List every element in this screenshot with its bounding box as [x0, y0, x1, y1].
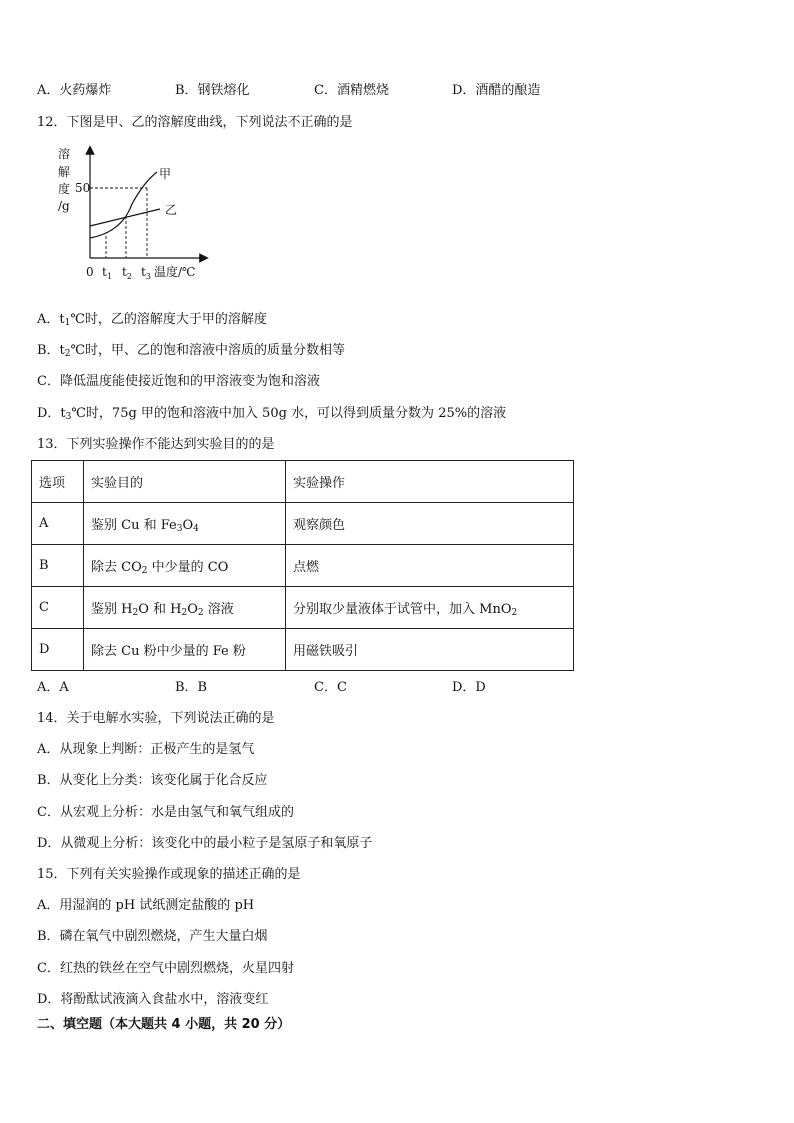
row-operation: 分别取少量液体于试管中，加入 MnO$_2$	[286, 587, 574, 629]
row-purpose: 除去 $CO_2$ 中少量的 CO	[84, 545, 286, 587]
header-purpose: 实验目的	[84, 461, 286, 503]
q11-option-a: A．火药爆炸	[37, 83, 112, 98]
y-tick-50: 50	[75, 181, 91, 195]
q14-option-d: D．从微观上分析：该变化中的最小粒子是氢原子和氧原子	[37, 836, 373, 851]
row-purpose: 除去 Cu 粉中少量的 Fe 粉	[84, 629, 286, 671]
q14-stem: 14．关于电解水实验，下列说法正确的是	[37, 711, 275, 726]
row-purpose: 鉴别 Cu 和 $Fe_3O_4$	[84, 503, 286, 545]
q14-option-b: B．从变化上分类：该变化属于化合反应	[37, 773, 268, 788]
table-row	[32, 629, 574, 671]
q11-options	[37, 81, 637, 101]
row-option: A	[32, 503, 84, 545]
q13-option-a: A．A	[37, 680, 69, 695]
table-row	[32, 587, 574, 629]
q13-stem: 13．下列实验操作不能达到实验目的的是	[37, 437, 275, 452]
q14-option-a: A．从现象上判断：正极产生的是氢气	[37, 742, 255, 757]
x-axis-label: 温度/℃	[154, 265, 196, 279]
q11-option-c: C．酒精燃烧	[314, 83, 389, 98]
x-tick-t2: $t_2$	[122, 265, 132, 281]
section2-title: 二、填空题（本大题共 4 小题，共 20 分）	[37, 1017, 291, 1032]
row-purpose: 鉴别 $H_2O$ 和 $H_2O_2$ 溶液	[84, 587, 286, 629]
table-header-row	[32, 461, 574, 503]
header-operation: 实验操作	[286, 461, 574, 503]
q11-option-d: D．酒醋的酿造	[452, 83, 541, 98]
row-operation: 用磁铁吸引	[286, 629, 574, 671]
q13-option-b: B．B	[175, 680, 208, 695]
q13-option-c: C．C	[314, 680, 347, 695]
q15-stem: 15．下列有关实验操作或现象的描述正确的是	[37, 867, 301, 882]
x-tick-t1: $t_1$	[102, 265, 112, 281]
series-label-jia: 甲	[159, 167, 172, 181]
table-row	[32, 503, 574, 545]
row-option: D	[32, 629, 84, 671]
x-tick-t3: $t_3$	[141, 265, 151, 281]
row-option: B	[32, 545, 84, 587]
origin-label: 0	[86, 265, 94, 279]
q12-option-c: C．降低温度能使接近饱和的甲溶液变为饱和溶液	[37, 374, 320, 389]
q12-option-d: D．$t_3℃$时，75g 甲的饱和溶液中加入 50g 水，可以得到质量分数为 25%的溶液	[37, 406, 507, 422]
q12-option-a: A．$t_1℃$时，乙的溶解度大于甲的溶解度	[37, 312, 267, 328]
q13-options	[37, 678, 637, 698]
q12-stem: 12．下图是甲、乙的溶解度曲线，下列说法不正确的是	[37, 115, 353, 130]
row-operation: 观察颜色	[286, 503, 574, 545]
y-label-3: 度	[58, 182, 71, 196]
solubility-chart	[52, 142, 212, 284]
curve-yi	[90, 209, 160, 226]
q11-option-b: B．钢铁熔化	[175, 83, 250, 98]
y-label-1: 溶	[58, 147, 71, 161]
y-label-2: 解	[58, 165, 71, 179]
row-operation: 点燃	[286, 545, 574, 587]
q15-option-b: B．磷在氧气中剧烈燃烧，产生大量白烟	[37, 929, 268, 944]
q15-option-a: A．用湿润的 pH 试纸测定盐酸的 pH	[37, 898, 255, 913]
q15-option-d: D．将酚酞试液滴入食盐水中，溶液变红	[37, 992, 269, 1007]
row-option: C	[32, 587, 84, 629]
q13-option-d: D．D	[452, 680, 486, 695]
q12-option-b: B．$t_2℃$时，甲、乙的饱和溶液中溶质的质量分数相等	[37, 343, 346, 359]
q15-option-c: C．红热的铁丝在空气中剧烈燃烧，火星四射	[37, 961, 294, 976]
series-label-yi: 乙	[165, 203, 178, 217]
y-label-4: /g	[58, 199, 70, 213]
experiment-table	[31, 460, 574, 671]
header-option: 选项	[32, 461, 84, 503]
q14-option-c: C．从宏观上分析：水是由氢气和氧气组成的	[37, 805, 294, 820]
table-row	[32, 545, 574, 587]
